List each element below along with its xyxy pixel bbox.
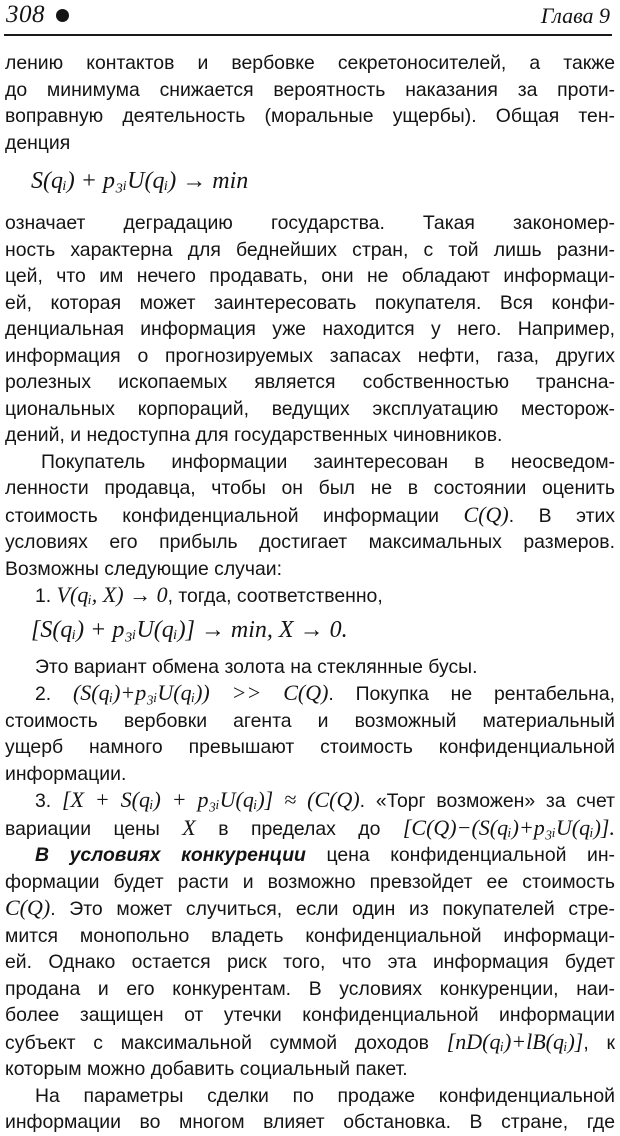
text-line: денция bbox=[5, 131, 71, 154]
text-line: ность характерна для беднейших стран, с той лишь разни- bbox=[5, 238, 615, 261]
text-line: до минимума снижается вероятность наказания за проти- bbox=[5, 78, 615, 101]
text-line: Возможны следующие случаи: bbox=[5, 557, 282, 580]
text-span: . «Торг возможен» за счет bbox=[359, 790, 616, 812]
bullet-icon bbox=[56, 9, 69, 22]
page-number: 308 bbox=[6, 1, 45, 28]
text-line: информация о прогнозируемых запасах нефти, газа, других bbox=[5, 344, 615, 367]
text-span: субъект с максимальной суммой доходов bbox=[5, 1031, 447, 1054]
inline-formula: [X + S(qᵢ) + p₃ᵢU(qᵢ)] ≈ (C(Q) bbox=[61, 787, 360, 812]
text-line: мится монопольно владеть конфиденциальной информаци- bbox=[5, 924, 615, 947]
text-line: денциальная информация уже находится у него. Например, bbox=[5, 318, 615, 340]
case-number: 1. bbox=[35, 585, 57, 607]
paragraph-start bbox=[5, 842, 615, 869]
emphasis-text: В условиях конкуренции bbox=[35, 844, 306, 866]
text-span: в пределах до bbox=[195, 817, 403, 840]
text-line: Это вариант обмена золота на стеклянные бусы. bbox=[35, 655, 478, 678]
inline-formula: C(Q) bbox=[5, 895, 51, 920]
text-line bbox=[5, 1029, 615, 1057]
inline-formula: (S(qᵢ)+p₃ᵢU(qᵢ)) >> C(Q) bbox=[72, 680, 329, 705]
chapter-title: Глава 9 bbox=[540, 3, 610, 28]
text-line: информации. bbox=[5, 762, 127, 785]
paragraph-start: Покупатель информации заинтересован в неосведом- bbox=[41, 450, 615, 473]
text-span: . Покупка не рентабельна, bbox=[328, 683, 615, 705]
case-number: 2. bbox=[35, 683, 73, 705]
text-line: которым можно добавить социальный пакет. bbox=[5, 1058, 408, 1080]
text-line: ролезных ископаемых является собственностью трансна- bbox=[5, 371, 615, 393]
text-line: ленности продавца, чтобы он был не в состоянии оценить bbox=[5, 477, 615, 499]
text-line: стоимость вербовки агента и возможный материальный bbox=[5, 709, 615, 732]
text-line: более защищен от утечки конфиденциальной информации bbox=[5, 1004, 615, 1026]
case-number: 3. bbox=[35, 790, 62, 812]
text-span: , к bbox=[583, 1031, 615, 1054]
text-span: вариации цены bbox=[5, 817, 183, 840]
text-line: циональных корпораций, ведущих эксплуатацию месторож- bbox=[5, 397, 615, 420]
case-3 bbox=[5, 787, 615, 815]
paragraph-start: На параметры сделки по продаже конфиденциальной bbox=[35, 1084, 615, 1107]
body-text bbox=[5, 50, 615, 1136]
text-line: воправную деятельность (моральные ущербы). Общая тен- bbox=[5, 105, 615, 127]
text-line: формации будет расти и возможно превзойдет ее стоимость bbox=[5, 870, 615, 893]
inline-formula: [C(Q)−(S(qᵢ)+p₃ᵢU(qᵢ)]. bbox=[402, 814, 615, 840]
text-line: означает деградацию государства. Такая закономер- bbox=[5, 212, 615, 234]
inline-formula: C(Q) bbox=[463, 501, 509, 527]
inline-formula: X bbox=[182, 814, 196, 840]
running-header bbox=[4, 0, 612, 36]
text-line: ущерб намного превышают стоимость конфиденциальной bbox=[5, 736, 615, 758]
text-line: лению контактов и вербовке секретоносителей, а также bbox=[5, 52, 615, 74]
text-span: . В этих bbox=[508, 504, 615, 527]
text-line: информации во многом влияет обстановка. В стране, где bbox=[5, 1111, 615, 1133]
inline-formula: V(qᵢ, X) → 0 bbox=[56, 582, 168, 607]
formula-min: S(qᵢ) + p₃ᵢU(qᵢ) → min bbox=[31, 168, 249, 194]
text-line bbox=[5, 815, 615, 843]
case-1 bbox=[5, 582, 615, 610]
formula-case-1: [S(qᵢ) + p₃ᵢU(qᵢ)] → min, X → 0. bbox=[31, 616, 348, 643]
text-line: продана и его конкурентам. В условиях конкуренции, наи- bbox=[5, 977, 615, 1000]
text-line: цей, что им нечего продавать, они не обладают информаци- bbox=[5, 265, 615, 287]
text-span: стоимость конфиденциальной информации bbox=[5, 504, 464, 527]
text-line: ей, которая может заинтересовать покупателя. Вся конфи- bbox=[5, 291, 615, 314]
text-span: . Это может случиться, если один из покупателей стре- bbox=[50, 898, 615, 920]
text-span: , тогда, соответственно, bbox=[167, 585, 383, 607]
text-span: цена конфиденциальной ин- bbox=[305, 844, 616, 866]
text-line: ей. Однако остается риск того, что эта информация будет bbox=[5, 951, 615, 973]
text-line bbox=[5, 895, 615, 923]
text-line: дений, и недоступна для государственных чиновников. bbox=[5, 424, 503, 446]
case-2 bbox=[5, 680, 615, 708]
text-line bbox=[5, 502, 615, 530]
inline-formula: [nD(qᵢ)+lB(qᵢ)] bbox=[446, 1028, 584, 1054]
text-line: условиях его прибыль достигает максимальных размеров. bbox=[5, 531, 615, 553]
